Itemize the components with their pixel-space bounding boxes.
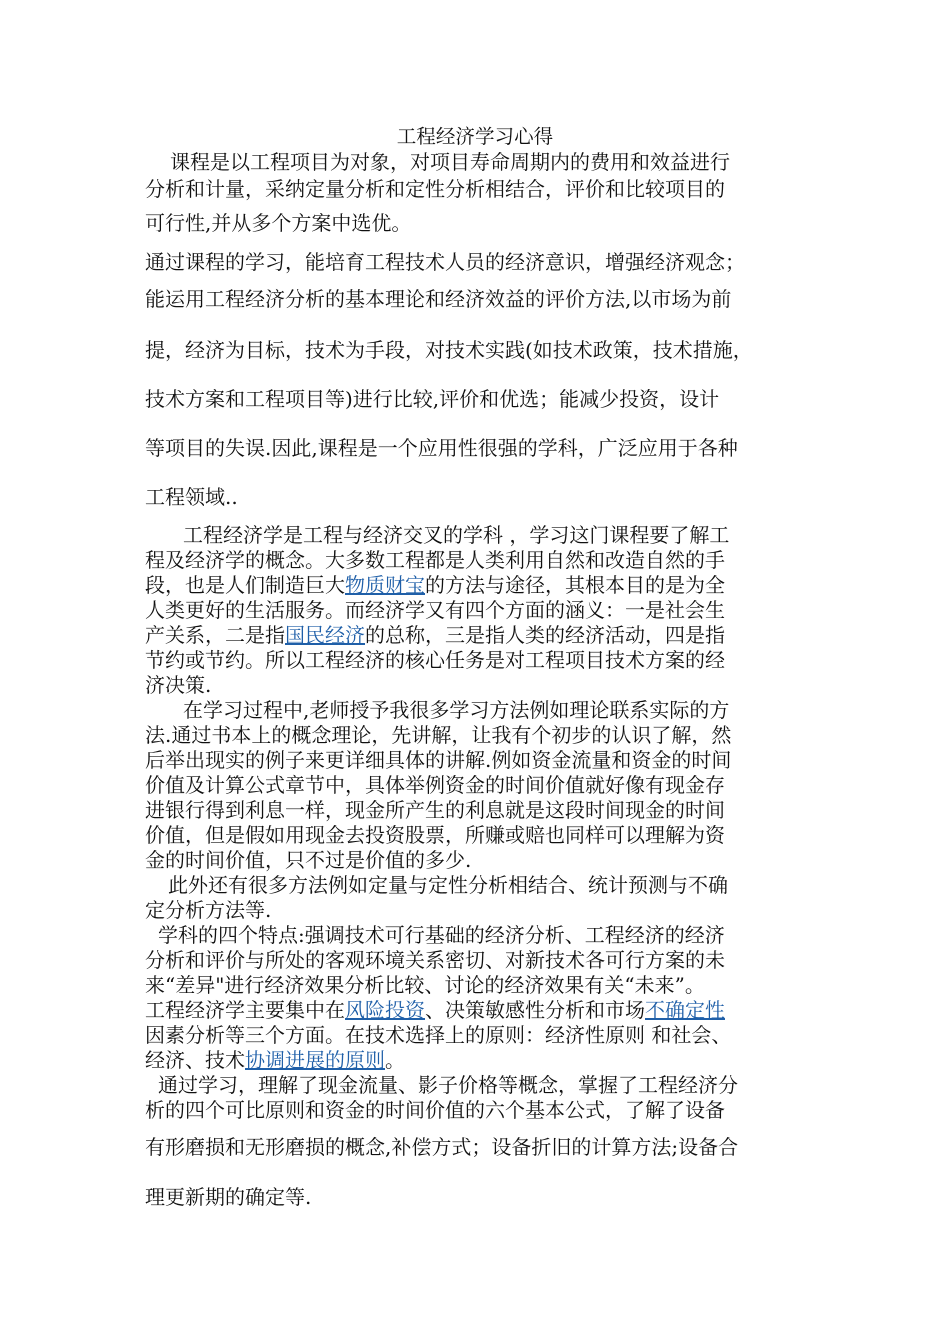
paragraph-6-line-5: 因素分析等三个方面。在技术选择上的原则：经济性原则 和社会、 <box>145 1023 732 1047</box>
link-venture-capital[interactable]: 风险投资 <box>345 998 425 1022</box>
paragraph-3-line-3-text-b: 的方法与途径，其根本目的是为全 <box>425 573 725 597</box>
paragraph-2-line-4: 技术方案和工程项目等)进行比较,评价和优选；能减少投资，设计 <box>145 387 720 411</box>
paragraph-7-line-3: 有形磨损和无形磨损的概念,补偿方式；设备折旧的计算方法;设备合 <box>145 1135 739 1159</box>
paragraph-6-line-6-text-b: 。 <box>385 1048 405 1072</box>
paragraph-6-line-2: 分析和评价与所处的客观环境关系密切、对新技术各可行方案的未 <box>145 948 725 972</box>
paragraph-3-line-4: 人类更好的生活服务。而经济学又有四个方面的涵义：一是社会生 <box>145 598 725 622</box>
paragraph-1-line-2: 分析和计量，采纳定量分析和定性分析相结合，评价和比较项目的 <box>145 177 725 201</box>
paragraph-1-line-3: 可行性,并从多个方案中选优。 <box>145 211 412 235</box>
link-national-economy[interactable]: 国民经济 <box>285 623 365 647</box>
link-material-wealth[interactable]: 物质财宝 <box>345 573 425 597</box>
paragraph-6-line-6 <box>145 1048 405 1072</box>
paragraph-4-line-7: 金的时间价值，只不过是价值的多少. <box>145 848 472 872</box>
paragraph-3-line-5-text-b: 的总称，三是指人类的经济活动，四是指 <box>365 623 725 647</box>
paragraph-4-line-3: 后举出现实的例子来更详细具体的讲解.例如资金流量和资金的时间 <box>145 748 732 772</box>
paragraph-3-line-2: 程及经济学的概念。大多数工程都是人类利用自然和改造自然的手 <box>145 548 725 572</box>
paragraph-6-line-3: 来“差异"进行经济效果分析比较、讨论的经济效果有关“未来”。 <box>145 973 705 997</box>
paragraph-2-line-6: 工程领域.. <box>145 485 238 509</box>
paragraph-4-line-5: 进银行得到利息一样，现金所产生的利息就是这段时间现金的时间 <box>145 798 725 822</box>
paragraph-3-line-5 <box>145 623 725 647</box>
document-title: 工程经济学习心得 <box>396 125 554 148</box>
paragraph-1-line-1: 课程是以工程项目为对象，对项目寿命周期内的费用和效益进行 <box>170 150 730 174</box>
paragraph-4-line-1: 在学习过程中,老师授予我很多学习方法例如理论联系实际的方 <box>183 698 730 722</box>
paragraph-4-line-4: 价值及计算公式章节中，具体举例资金的时间价值就好像有现金存 <box>145 773 725 797</box>
paragraph-7-line-4: 理更新期的确定等. <box>145 1185 312 1209</box>
link-coordinated-development-principle[interactable]: 协调进展的原则 <box>245 1048 385 1072</box>
paragraph-3-line-7: 济决策. <box>145 673 212 697</box>
paragraph-3-line-5-text-a: 产关系，二是指 <box>145 623 285 647</box>
paragraph-6-line-4-text-a: 工程经济学主要集中在 <box>145 998 345 1022</box>
paragraph-7-line-1: 通过学习，理解了现金流量、影子价格等概念，掌握了工程经济分 <box>158 1073 738 1097</box>
paragraph-7-line-2: 析的四个可比原则和资金的时间价值的六个基本公式，了解了设备 <box>145 1098 725 1122</box>
paragraph-2-line-1: 通过课程的学习，能培育工程技术人员的经济意识，增强经济观念； <box>145 250 745 274</box>
paragraph-5-line-1: 此外还有很多方法例如定量与定性分析相结合、统计预测与不确 <box>168 873 728 897</box>
link-uncertainty[interactable]: 不确定性 <box>645 998 725 1022</box>
paragraph-5-line-2: 定分析方法等. <box>145 898 272 922</box>
paragraph-6-line-4-text-b: 、决策敏感性分析和市场 <box>425 998 645 1022</box>
paragraph-4-line-2: 法.通过书本上的概念理论，先讲解，让我有个初步的认识了解，然 <box>145 723 732 747</box>
paragraph-6-line-4 <box>145 998 725 1022</box>
paragraph-3-line-3-text-a: 段，也是人们制造巨大 <box>145 573 345 597</box>
paragraph-3-line-6: 节约或节约。所以工程经济的核心任务是对工程项目技术方案的经 <box>145 648 725 672</box>
paragraph-2-line-3: 提，经济为目标，技术为手段，对技术实践(如技术政策，技术措施， <box>145 338 753 362</box>
paragraph-4-line-6: 价值，但是假如用现金去投资股票，所赚或赔也同样可以理解为资 <box>145 823 725 847</box>
paragraph-6-line-1: 学科的四个特点:强调技术可行基础的经济分析、工程经济的经济 <box>158 923 725 947</box>
paragraph-2-line-5: 等项目的失误.因此,课程是一个应用性很强的学科，广泛应用于各种 <box>145 436 738 460</box>
paragraph-3-line-1: 工程经济学是工程与经济交叉的学科 ，学习这门课程要了解工 <box>183 523 730 547</box>
paragraph-6-line-6-text-a: 经济、技术 <box>145 1048 245 1072</box>
paragraph-3-line-3 <box>145 573 725 597</box>
paragraph-2-line-2: 能运用工程经济分析的基本理论和经济效益的评价方法,以市场为前 <box>145 287 732 311</box>
